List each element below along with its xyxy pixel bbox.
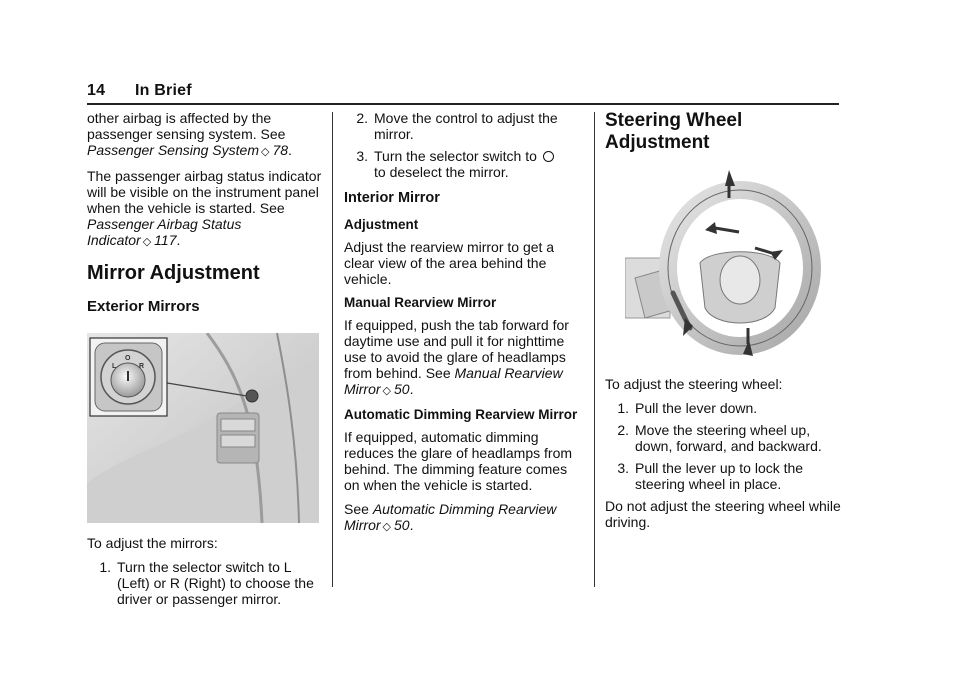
- page-reference-icon: ◇: [382, 385, 392, 397]
- heading-mirror-adjustment: Mirror Adjustment: [87, 262, 260, 284]
- page-ref-78[interactable]: 78: [272, 142, 289, 158]
- paragraph-adjust-rearview: Adjust the rearview mirror to get a clear view of the area behind the vehicle.: [344, 239, 555, 287]
- link-passenger-sensing-system[interactable]: Passenger Sensing System: [87, 142, 259, 158]
- list-item-step-3: 3. Turn the selector switch to to deselect the mirror.: [344, 148, 584, 180]
- list-item-steer-1: 1. Pull the lever down.: [617, 400, 758, 416]
- column-2: [344, 110, 584, 543]
- list-item-steer-2: 2. Move the steering wheel up, down, forward, and backward.: [617, 422, 822, 454]
- paragraph-adjust-steering: To adjust the steering wheel:: [605, 376, 783, 392]
- figure-label-off: O: [125, 355, 131, 362]
- page-reference-icon: ◇: [142, 236, 152, 248]
- subheading-exterior-mirrors: Exterior Mirrors: [87, 298, 200, 315]
- heading-steering-wheel-adjustment: Steering Wheel Adjustment: [605, 110, 743, 153]
- paragraph-automatic-dimming: If equipped, automatic dimming reduces the glare of headlamps from behind. The dimming feature comes on when the vehicle is started.: [344, 429, 573, 493]
- link-automatic-dimming-rearview-mirror[interactable]: Automatic Dimming Rearview Mirror: [344, 501, 557, 533]
- page-ref-50-auto[interactable]: 50: [394, 517, 410, 533]
- subheading-adjustment: Adjustment: [344, 217, 419, 232]
- off-position-icon: [543, 151, 554, 162]
- page-ref-50[interactable]: 50: [394, 381, 410, 397]
- paragraph-manual-rearview: If equipped, push the tab forward for daytime use and pull it for nighttime use to avoid the glare of headlamps from behind. See Manual Rearview Mirror ◇ 50.: [344, 317, 569, 397]
- figure-label-right: R: [139, 363, 145, 370]
- page-header: [87, 82, 192, 100]
- subheading-manual-rearview-mirror: Manual Rearview Mirror: [344, 295, 497, 310]
- subheading-automatic-dimming: Automatic Dimming Rearview Mirror: [344, 407, 578, 422]
- paragraph-airbag-indicator: The passenger airbag status indicator will be visible on the instrument panel when the vehicle is started. See Passenger Airbag Status Indicator ◇ 117.: [87, 168, 322, 248]
- column-1: [87, 110, 322, 613]
- page-reference-icon: ◇: [382, 521, 392, 533]
- list-item-step-2: 2. Move the control to adjust the mirror.: [356, 110, 558, 142]
- heading-interior-mirror: Interior Mirror: [344, 190, 440, 206]
- page-ref-117[interactable]: 117: [154, 232, 177, 248]
- steering-wheel-figure: [625, 168, 825, 358]
- exterior-mirror-control-figure: [87, 333, 319, 523]
- page-number: 14: [87, 82, 106, 99]
- section-title: In Brief: [135, 82, 192, 99]
- column-divider-1: [332, 112, 333, 587]
- paragraph-do-not-adjust: Do not adjust the steering wheel while driving.: [605, 498, 841, 530]
- column-3: [605, 110, 845, 538]
- page-reference-icon: ◇: [260, 146, 270, 158]
- figure-label-left: L: [112, 363, 117, 370]
- link-manual-rearview-mirror[interactable]: Manual Rearview Mirror: [344, 365, 563, 397]
- list-item-step-1: 1. Turn the selector switch to L (Left) or R (Right) to choose the driver or passenger mirror.: [99, 559, 314, 607]
- paragraph-see-automatic-dimming: See Automatic Dimming Rearview Mirror ◇ 50.: [344, 501, 557, 533]
- header-rule: [87, 103, 839, 105]
- paragraph-adjust-mirrors: To adjust the mirrors:: [87, 535, 218, 551]
- paragraph-airbag-sensing: other airbag is affected by the passenger sensing system. See Passenger Sensing System ◇ 78.: [87, 110, 292, 158]
- list-item-steer-3: 3. Pull the lever up to lock the steering wheel in place.: [617, 460, 804, 492]
- link-passenger-airbag-status-indicator[interactable]: Passenger Airbag Status Indicator: [87, 216, 242, 248]
- column-divider-2: [594, 112, 595, 587]
